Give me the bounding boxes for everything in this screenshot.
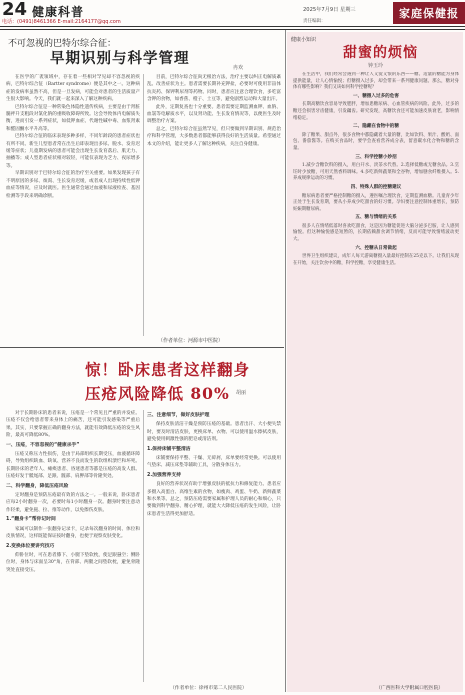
article3-author: 钟玉玲 [368, 63, 384, 69]
article2-subheading: 二、科学翻身，降低压疮风险 [6, 483, 69, 489]
article1-paragraph: 早期识别对于巴特尔综合征的治疗至关重要。如果发现孩子有不明原因的多尿、烦渴、生长发育迟缓，或者成人出现持续性低钾血症等情况，应及时就医。医生通常会通过血液和尿液检查、基因检测等手段来明确诊断。 [6, 171, 140, 199]
article3-body [293, 72, 459, 680]
article3-subheading: 六、控糖从日常做起 [355, 245, 397, 251]
article3-paragraph: 很多人在情绪低落时喜欢吃甜食，这是因为糖能促进大脑分泌多巴胺，让人感到愉悦。但这种愉悦感是短暂的，长期依赖甜食调节情绪，反而可能导致情绪波动更大。 [293, 223, 459, 243]
article1-col1 [6, 74, 140, 336]
article3-paragraph: 除了糖果、甜点外，很多食物中都隐藏着大量的糖，比如饮料、果汁、酸奶、面包、番茄酱等。在购买食品时，要学会查看营养成分表，留意碳水化合物和糖的含量。 [293, 132, 459, 151]
section-title: 家庭保健报 [393, 2, 465, 24]
article1-title: 早期识别与科学管理 [50, 50, 190, 67]
article3-paragraph: 1.减少含糖饮料的摄入，用白开水、淡茶水代替。2.选择低糖或无糖食品。3.烹饪时少放糖，可用天然香料调味。4.多吃新鲜蔬菜和全谷物，增加膳食纤维摄入。5.养成规律运动的习惯。 [293, 163, 459, 182]
editor-label: 责任编辑： [303, 19, 326, 24]
article2-paragraph: 定时翻身是预防压疮最有效的方法之一。一般来说，卧床患者应每2小时翻身一次，必要时每1小时翻身一次。翻身时要注意动作轻柔，避免拖、拉、推等动作，以免擦伤皮肤。 [6, 493, 140, 513]
article2-subheading: 2.加强营养支持 [147, 472, 181, 478]
article3-paragraph: 世界卫生组织建议，成年人每天游离糖摄入量最好控制在25克以下。让我们从现在开始，关注饮食中的糖，科学控糖，享受健康生活。 [293, 254, 459, 266]
column-divider [285, 30, 286, 692]
article3-subheading: 二、隐藏在食物中的糖 [353, 124, 399, 130]
article3-paragraph: 糖尿病患者要严格控制糖的摄入，遵医嘱合理饮食，定期监测血糖。儿童青少年正处于生长发育期，要从小养成少吃甜食的好习惯。孕妇要注意控制体重增长，预防妊娠期糖尿病。 [293, 193, 459, 212]
article2-subheading: 2.变换体位要讲究技巧 [6, 543, 55, 549]
article2-paragraph: 家属可以制作一张翻身记录卡，记录每次翻身的时间、体位和皮肤情况，这样既能保证按时翻身，也便于观察皮肤变化。 [6, 526, 140, 540]
article1-paragraph: 此外，定期复查也十分重要。患者需要定期监测血钾、血钠、血氯等电解质水平，以及肾功能、生长发育情况等，以便医生及时调整治疗方案。 [147, 104, 281, 125]
article1-paragraph: 目前，巴特尔综合征尚无根治方法，治疗主要以纠正电解质紊乱、改善症状为主。患者需要长期补充钾盐，必要时可使用非甾体抗炎药、保钾利尿剂等药物。同时，患者应注意合理饮食，多吃富含钾的食物，如香蕉、橙子、土豆等，避免剧烈运动和大量出汗。 [147, 75, 281, 103]
article2-subheading: 1.“翻身卡”帮你记时间 [6, 517, 56, 523]
article1-paragraph: 巴特尔综合征的临床表现多种多样，不同年龄段的患者症状也有所不同。新生儿型患者常在出生后即表现出多尿、脱水、发育迟缓等症状；儿童期发病的患者可能会出现生长发育落后、肌无力、抽搐等；成人型患者症状相对较轻，可能仅表现为乏力、夜尿增多等。 [6, 134, 140, 169]
article3-subheading: 五、糖与情绪的关系 [355, 215, 397, 221]
article3-subheading: 一、糖摄入过多的危害 [353, 93, 399, 99]
article2-paragraph: 良好的营养状况有助于增强皮肤的抵抗力和修复能力。患者应多摄入高蛋白、高维生素的食物，如瘦肉、鸡蛋、牛奶、新鲜蔬菜和水果等。总之，预防压疮需要家属和护理人员的耐心和细心，只要做到科学翻身、精心护理，就能大大降低压疮的发生风险，让卧床患者生活得更加舒适。 [147, 482, 281, 517]
issue-date: 2025年7月9日 星期三 [303, 7, 356, 13]
page-header [0, 0, 465, 26]
article3-subheading: 三、科学控糖小妙招 [355, 154, 397, 160]
header-rule [0, 26, 465, 27]
paper-name: 健康科普 [32, 5, 85, 19]
column-divider [143, 410, 144, 682]
article3-title: 甜蜜的烦恼 [343, 45, 418, 61]
article1-byline: （作者单位：河源市中医院） [158, 338, 224, 344]
article2-paragraph: 仰卧位时，可在患者膝下、小腿下垫软枕，使足跟悬空；侧卧位时，身体与床面呈30°角，在背部、两腿之间垫软枕，避免骨隆突处直接受压。 [6, 552, 140, 573]
article1-col2 [147, 74, 281, 336]
article3-paragraph: 长期高糖饮食容易导致肥胖，增加患糖尿病、心血管疾病的风险。此外，过多的糖还会损害牙齿健康，引发龋齿。研究发现，高糖饮食还可能加速皮肤衰老，影响情绪稳定。 [293, 102, 459, 121]
page-number: 24 [2, 0, 28, 20]
article2-subheading: 一、压疮，不容忽视的“健康杀手” [6, 442, 80, 448]
article2-col1 [6, 410, 140, 682]
article1-kicker: 不可忽视的巴特尔综合征： [8, 39, 117, 49]
article2-paragraph: 压疮又称压力性损伤，是由于局部组织长期受压，血液循环障碍，导致组织缺血、缺氧、营养不良而发生的软组织溃烂和坏死。长期卧床的老年人、瘫痪患者、昏迷患者等都是压疮的高发人群。压疮好发于骶尾部、足跟、髋部、肩胛部等骨隆突处。 [6, 452, 140, 480]
article2-col2 [147, 410, 281, 682]
article3-subheading: 四、特殊人群的控糖建议 [350, 184, 402, 190]
column-label: 健康小知识 [291, 37, 317, 43]
header-rule-thin [0, 29, 465, 30]
article2-paragraph: 保持皮肤清洁干燥是预防压疮的基础。患者出汗、大小便失禁时，要及时清洁皮肤，更换床单、衣物。可以使用温水擦拭皮肤，避免使用刺激性强的肥皂或清洁剂。 [147, 422, 281, 443]
article1-paragraph: 巴特尔综合征是一种常染色体隐性遗传疾病，主要是由于肾脏髓袢升支粗段对氯化钠的重吸收障碍所致。这会导致体内电解质失衡，进而引发一系列症状，如低钾血症、代谢性碱中毒、血浆肾素和醛固酮水平升高等。 [6, 104, 140, 132]
contact-info: 电话：(0491)8461366 E-mail:2164177@qq.com [2, 19, 121, 25]
article1-paragraph: 在医学的广袤领域中，存在着一些相对罕见却不容忽视的疾病，巴特尔综合征（Bartter syndrome）便是其中之一。这种病症的发病率虽然不高，但是一旦发病，可能会对患者的生活质量产生很大影响。今天，我们就一起来深入了解这种疾病。 [6, 75, 140, 103]
article2-byline: （作者单位：徐州市第二人民医院） [170, 686, 247, 691]
article2-author: 胡丽 [236, 390, 247, 396]
article2-subheading: 1.保持床铺平整清洁 [147, 446, 191, 452]
column-divider [143, 74, 144, 336]
article2-title-line1: 惊！卧床患者这样翻身 [85, 360, 251, 379]
article2-paragraph: 床铺要保持平整、干燥、无碎屑，床单要经常更换。可以使用气垫床、减压床垫等辅助工具，分散身体压力。 [147, 456, 281, 469]
article2-subheading: 三、注意细节，做好皮肤护理 [147, 413, 210, 418]
article2-title-line2: 压疮风险降低 80% [85, 384, 230, 403]
article-divider [0, 347, 284, 348]
article1-author: 冉欢 [233, 65, 244, 71]
article3-intro: 在生活中，我们经常会遇到一种让人又爱又恨的东西——糖。适量的糖能为身体提供能量，让人心情愉悦；但糖摄入过多，却会带来一系列健康问题。那么，糖对身体有哪些影响？我们又该如何科学控糖呢？ [293, 72, 459, 91]
article1-paragraph: 总之，巴特尔综合征虽然罕见，但只要做到早期识别、规范治疗和科学管理，大多数患者都能够获得良好的生活质量。希望通过本文的介绍，能让更多人了解这种疾病，关注自身健康。 [147, 126, 281, 147]
article3-byline: （广西医科大学附属口腔医院） [376, 686, 444, 691]
article2-intro: 对于长期卧床的患者来说，压疮是一个常见且严重的并发症。压疮不仅会给患者带来身体上的痛苦，还可能引发感染等严重后果。其实，只要掌握正确的翻身方法，就能有效降低压疮的发生风险，最高可降低80%。 [6, 411, 140, 439]
